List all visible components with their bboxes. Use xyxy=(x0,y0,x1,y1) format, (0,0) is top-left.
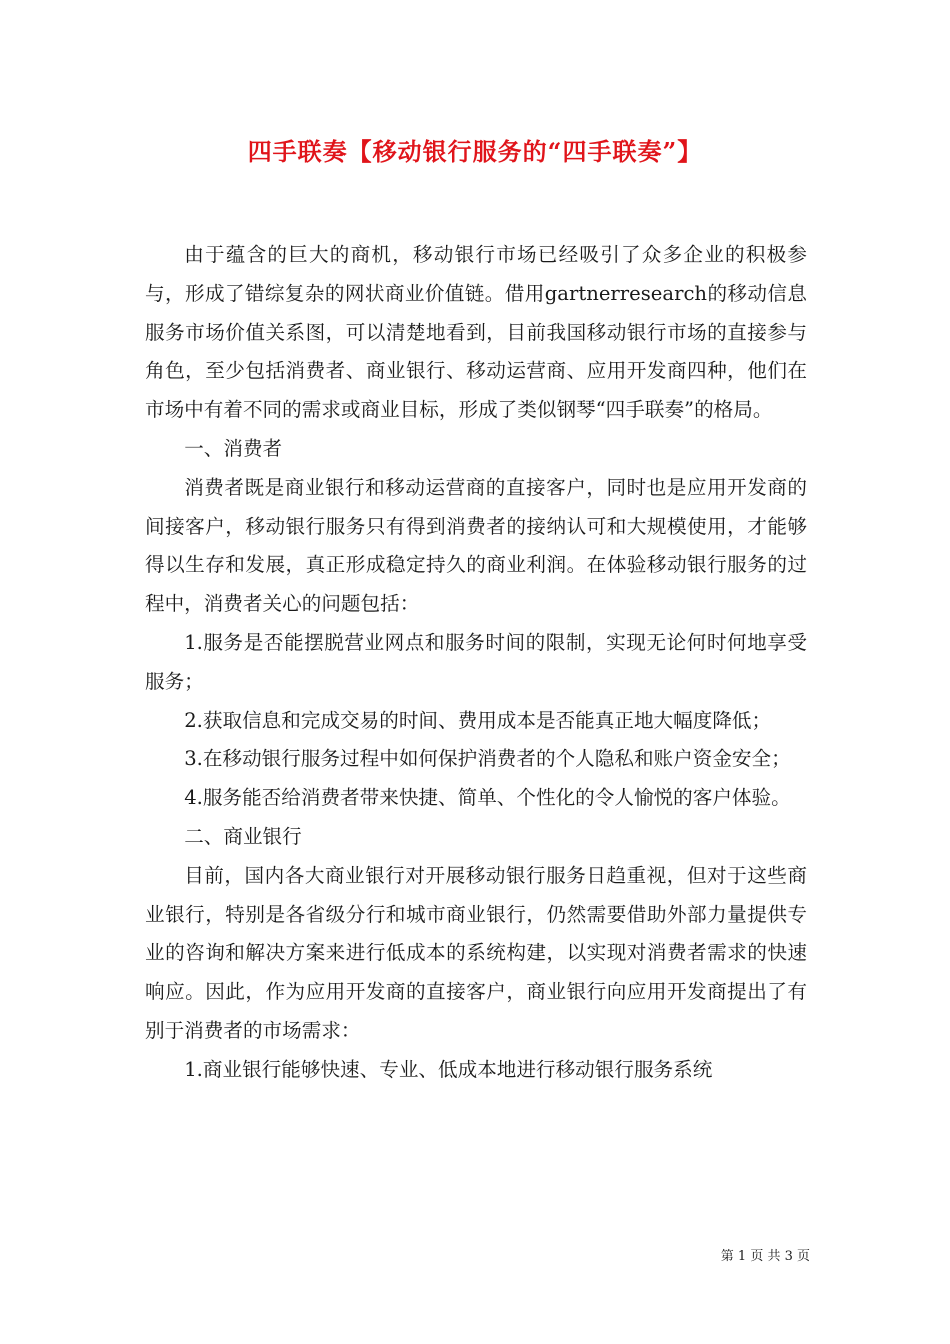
list-item-consumer-3: 3.在移动银行服务过程中如何保护消费者的个人隐私和账户资金安全； xyxy=(184,747,791,771)
list-item-consumer-1: 1.服务是否能摆脱营业网点和服务时间的限制，实现无论何时何地享受服务； xyxy=(145,630,807,693)
paragraph-intro: 由于蕴含的巨大的商机，移动银行市场已经吸引了众多企业的积极参与，形成了错综复杂的网状商业价值链。借用gartnerresearch的移动信息服务市场价值关系图，可以清楚地看到，目前我国移动银行市场的直接参与角色，至少包括消费者、商业银行、移动运营商、应用开发商四种，他们在市场中有着不同的需求或商业目标，形成了类似钢琴“四手联奏”的格局。 xyxy=(145,243,807,422)
list-item-consumer-2: 2.获取信息和完成交易的时间、费用成本是否能真正地大幅度降低； xyxy=(184,708,772,732)
paragraph-consumer: 消费者既是商业银行和移动运营商的直接客户，同时也是应用开发商的间接客户，移动银行服务只有得到消费者的接纳认可和大规模使用，才能够得以生存和发展，真正形成稳定持久的商业利润。在体验移动银行服务的过程中，消费者关心的问题包括： xyxy=(145,475,807,616)
page-number-footer: 第 1 页 共 3 页 xyxy=(720,1249,810,1264)
document-body xyxy=(145,236,807,1090)
paragraph-bank: 目前，国内各大商业银行对开展移动银行服务日趋重视，但对于这些商业银行，特别是各省级分行和城市商业银行，仍然需要借助外部力量提供专业的咨询和解决方案来进行低成本的系统构建，以实现对消费者需求的快速响应。因此，作为应用开发商的直接客户，商业银行向应用开发商提出了有别于消费者的市场需求： xyxy=(145,863,807,1042)
document-title: 四手联奏【移动银行服务的“四手联奏”】 xyxy=(247,137,703,166)
list-item-bank-1: 1.商业银行能够快速、专业、低成本地进行移动银行服务系统 xyxy=(184,1057,713,1081)
section-heading-consumer: 一、消费者 xyxy=(184,436,283,460)
section-heading-bank: 二、商业银行 xyxy=(184,824,302,848)
list-item-consumer-4: 4.服务能否给消费者带来快捷、简单、个性化的令人愉悦的客户体验。 xyxy=(184,786,791,810)
